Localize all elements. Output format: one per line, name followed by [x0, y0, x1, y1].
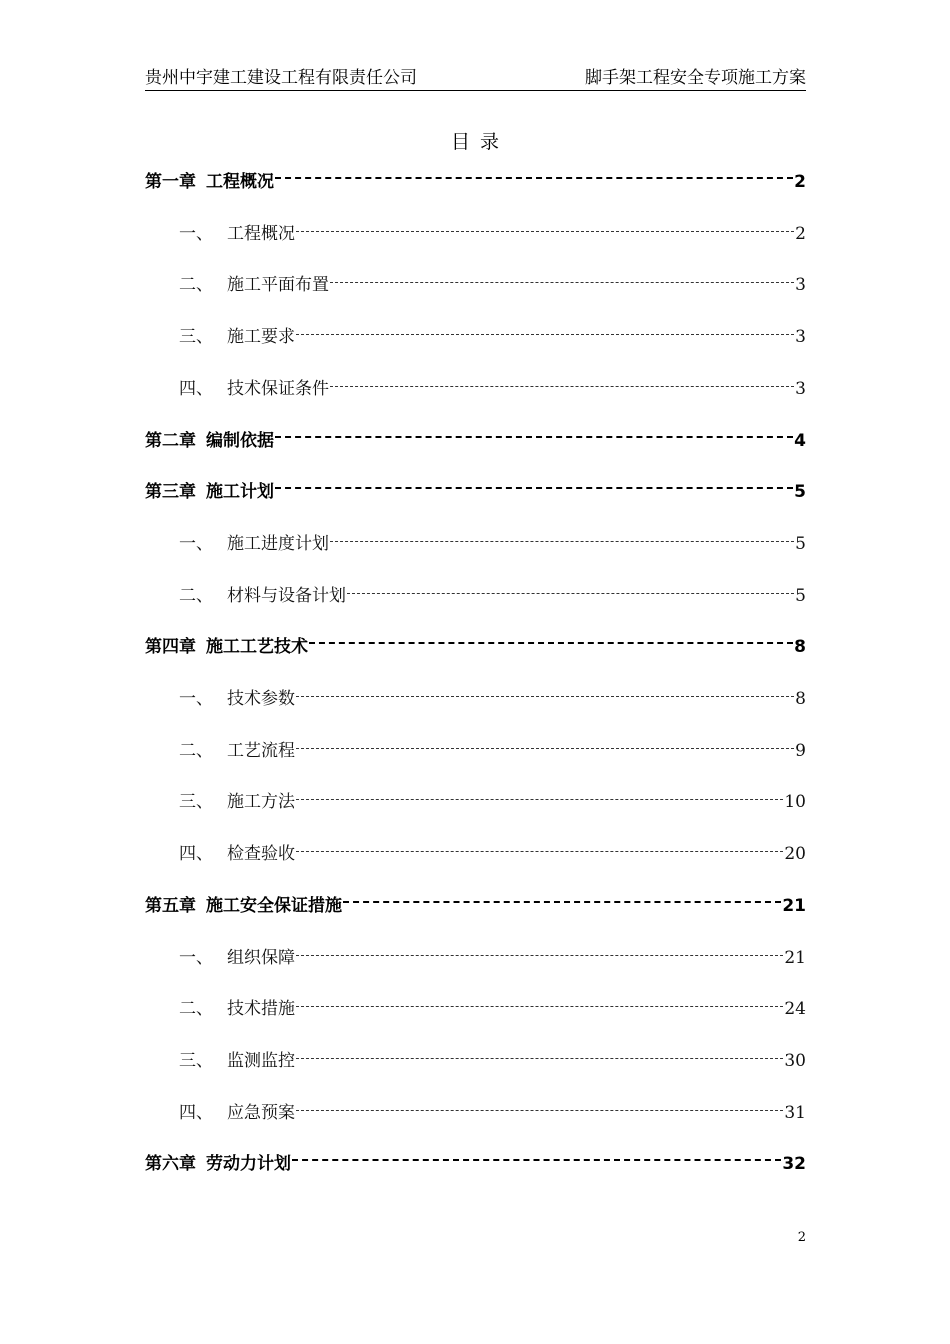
toc-entry-number: 三、: [179, 792, 213, 812]
toc-chapter-entry[interactable]: [145, 429, 806, 453]
toc-entry-number: 一、: [179, 534, 213, 554]
toc-entry-number: 第六章: [145, 1154, 196, 1174]
toc-dot-leader: [296, 1006, 783, 1008]
toc-section-entry[interactable]: [179, 273, 806, 297]
toc-section-entry[interactable]: [179, 532, 806, 556]
toc-entry-number: 三、: [179, 1051, 213, 1071]
toc-entry-number: 第一章: [145, 172, 196, 192]
toc-dot-leader: [309, 642, 793, 645]
toc-dot-leader: [296, 334, 794, 336]
toc-dot-leader: [330, 541, 794, 543]
toc-entry-number: 第四章: [145, 637, 196, 657]
toc-section-entry[interactable]: [179, 377, 806, 401]
toc-dot-leader: [292, 1159, 781, 1162]
toc-section-entry[interactable]: [179, 790, 806, 814]
toc-section-entry[interactable]: [179, 842, 806, 866]
toc-entry-title: 施工安全保证措施: [206, 896, 342, 916]
toc-chapter-entry[interactable]: [145, 635, 806, 659]
toc-entry-title: 材料与设备计划: [227, 586, 346, 606]
toc-entry-page: 5: [795, 534, 806, 554]
toc-dot-leader: [296, 1058, 783, 1060]
toc-section-entry[interactable]: [179, 997, 806, 1021]
toc-entry-page: 5: [794, 482, 806, 502]
toc-section-entry[interactable]: [179, 946, 806, 970]
toc-entry-title: 施工进度计划: [227, 534, 329, 554]
toc-entry-title: 技术措施: [227, 999, 295, 1019]
toc-entry-page: 10: [784, 792, 806, 812]
toc-entry-page: 30: [784, 1051, 806, 1071]
toc-dot-leader: [296, 696, 794, 698]
toc-entry-title: 工程概况: [227, 224, 295, 244]
toc-entry-title: 工程概况: [206, 172, 274, 192]
toc-entry-page: 2: [795, 224, 806, 244]
toc-entry-page: 31: [784, 1103, 806, 1123]
toc-entry-page: 4: [794, 431, 806, 451]
toc-entry-page: 2: [794, 172, 806, 192]
toc-dot-leader: [330, 386, 794, 388]
toc-entry-number: 四、: [179, 1103, 213, 1123]
toc-entry-number: 一、: [179, 948, 213, 968]
toc-entry-number: 二、: [179, 999, 213, 1019]
toc-dot-leader: [275, 436, 793, 439]
toc-dot-leader: [275, 487, 793, 490]
toc-dot-leader: [296, 748, 794, 750]
toc-entry-number: 二、: [179, 586, 213, 606]
toc-entry-page: 21: [782, 896, 806, 916]
toc-entry-page: 9: [795, 741, 806, 761]
toc-section-entry[interactable]: [179, 1049, 806, 1073]
toc-entry-title: 施工计划: [206, 482, 274, 502]
toc-chapter-entry[interactable]: [145, 894, 806, 918]
toc-entry-title: 技术保证条件: [227, 379, 329, 399]
toc-entry-number: 一、: [179, 689, 213, 709]
toc-section-entry[interactable]: [179, 325, 806, 349]
toc-entry-title: 工艺流程: [227, 741, 295, 761]
toc-entry-page: 5: [795, 586, 806, 606]
toc-section-entry[interactable]: [179, 739, 806, 763]
toc-entry-page: 21: [784, 948, 806, 968]
toc-entry-page: 3: [795, 327, 806, 347]
toc-entry-page: 24: [784, 999, 806, 1019]
toc-dot-leader: [296, 799, 783, 801]
toc-entry-title: 施工工艺技术: [206, 637, 308, 657]
toc-entry-title: 组织保障: [227, 948, 295, 968]
page-header: [145, 68, 806, 91]
toc-entry-title: 施工要求: [227, 327, 295, 347]
toc-entry-title: 检查验收: [227, 844, 295, 864]
toc-chapter-entry[interactable]: [145, 480, 806, 504]
toc-entry-title: 劳动力计划: [206, 1154, 291, 1174]
toc-heading: 目录: [450, 131, 509, 153]
toc-dot-leader: [296, 955, 783, 957]
page-number: 2: [797, 1230, 806, 1245]
toc-entry-number: 二、: [179, 741, 213, 761]
toc-entry-title: 技术参数: [227, 689, 295, 709]
toc-section-entry[interactable]: [179, 1101, 806, 1125]
toc-dot-leader: [330, 282, 794, 284]
toc-dot-leader: [343, 901, 781, 904]
toc-dot-leader: [296, 231, 794, 233]
toc-dot-leader: [296, 851, 783, 853]
toc-entry-number: 四、: [179, 844, 213, 864]
toc-chapter-entry[interactable]: [145, 1152, 806, 1176]
toc-entry-number: 第二章: [145, 431, 196, 451]
toc-entry-title: 施工方法: [227, 792, 295, 812]
toc-entry-page: 8: [795, 689, 806, 709]
toc-entry-number: 第五章: [145, 896, 196, 916]
toc-entry-title: 施工平面布置: [227, 275, 329, 295]
toc-entry-number: 三、: [179, 327, 213, 347]
toc-dot-leader: [347, 593, 794, 595]
toc-entry-title: 监测监控: [227, 1051, 295, 1071]
toc-entry-page: 20: [784, 844, 806, 864]
toc-entry-number: 一、: [179, 224, 213, 244]
toc-entry-title: 应急预案: [227, 1103, 295, 1123]
toc-entry-page: 3: [795, 275, 806, 295]
toc-entry-page: 8: [794, 637, 806, 657]
toc-section-entry[interactable]: [179, 222, 806, 246]
toc-entry-title: 编制依据: [206, 431, 274, 451]
header-document-title: 脚手架工程安全专项施工方案: [585, 68, 806, 88]
header-company-name: 贵州中宇建工建设工程有限责任公司: [145, 68, 417, 88]
toc-dot-leader: [275, 177, 793, 180]
toc-dot-leader: [296, 1110, 783, 1112]
toc-entry-number: 第三章: [145, 482, 196, 502]
toc-entry-page: 3: [795, 379, 806, 399]
toc-entry-number: 四、: [179, 379, 213, 399]
toc-section-entry[interactable]: [179, 584, 806, 608]
toc-entry-number: 二、: [179, 275, 213, 295]
toc-chapter-entry[interactable]: [145, 170, 806, 194]
toc-section-entry[interactable]: [179, 687, 806, 711]
toc-entry-page: 32: [782, 1154, 806, 1174]
